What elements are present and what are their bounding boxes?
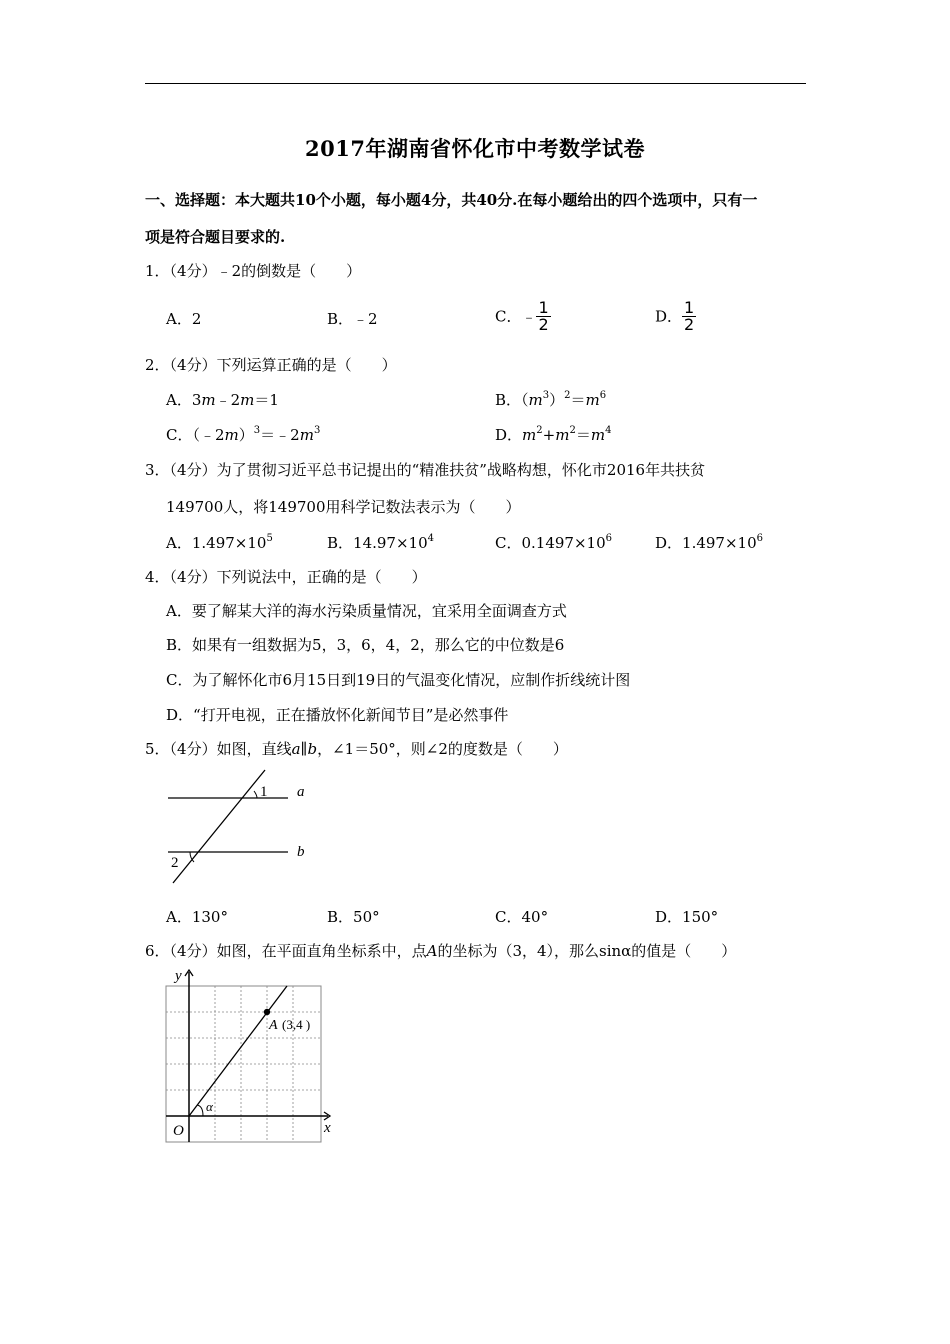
alpha-arc	[197, 1105, 203, 1116]
numerator: 1	[538, 298, 549, 317]
alpha-label: α	[206, 1099, 213, 1114]
question-1-option-a: A．2	[166, 310, 202, 328]
question-2-option-a: A．3m﹣2m＝1	[166, 391, 279, 409]
transversal	[173, 770, 265, 883]
question-6-stem: 6．（4分）如图，在平面直角坐标系中，点A的坐标为（3，4），那么sinα的值是（ ）	[145, 942, 737, 960]
question-5-option-a: A．130°	[166, 908, 228, 926]
point-a	[264, 1009, 270, 1015]
question-3-stem-line1: 3．（4分）为了贯彻习近平总书记提出的“精准扶贫”战略构想，怀化市2016年共扶贫	[145, 461, 706, 479]
question-3-option-d: D．$1.497\times 10^6$	[655, 533, 763, 552]
question-2-option-c: C．$(﹣2m)^3=﹣2m^3$	[166, 425, 321, 444]
question-3-option-a: A．$1.497\times 10^5$	[166, 533, 273, 552]
question-5-option-b: B．50°	[327, 908, 380, 926]
question-5-option-d: D．150°	[655, 908, 719, 926]
fraction	[682, 300, 696, 333]
angle-2-label: 2	[171, 855, 179, 871]
question-2-option-d: D．$m^2+m^2=m^4$	[495, 425, 612, 444]
numerator: 1	[684, 298, 695, 317]
question-1-option-c	[495, 300, 551, 333]
question-4-stem: 4．（4分）下列说法中，正确的是（ ）	[145, 568, 427, 586]
question-5-stem: 5．（4分）如图，直线a∥b，∠1＝50°，则∠2的度数是（ ）	[145, 740, 568, 758]
coordinate-grid-figure	[160, 962, 340, 1150]
question-2-stem: 2．（4分）下列运算正确的是（ ）	[145, 356, 397, 374]
question-3-option-b: B．$14.97\times 10^4$	[327, 533, 434, 552]
question-1-stem: 1．（4分）﹣2的倒数是（ ）	[145, 262, 362, 280]
line-a-label: a	[297, 784, 305, 800]
question-1-option-b: B．﹣2	[327, 310, 378, 328]
fraction	[536, 300, 550, 333]
point-a-coordinate: (3,4 )	[282, 1017, 311, 1032]
option-c-prefix: C．﹣	[495, 307, 537, 326]
point-a-label: A	[269, 1018, 278, 1033]
question-4-option-d: D．“打开电视，正在播放怀化新闻节目”是必然事件	[166, 706, 509, 724]
question-1-option-d	[655, 300, 696, 333]
question-3-stem-line2: 149700人，将149700用科学记数法表示为（ ）	[166, 498, 521, 516]
ray-oa	[189, 986, 287, 1116]
parallel-lines-figure	[160, 765, 330, 890]
section-instructions-line1: 一、选择题：本大题共10个小题，每小题4分，共40分.在每小题给出的四个选项中，只有一	[145, 191, 758, 209]
denominator: 2	[538, 315, 549, 334]
question-4-option-b: B．如果有一组数据为5，3，6，4，2，那么它的中位数是6	[166, 636, 565, 654]
question-4-option-c: C．为了解怀化市6月15日到19日的气温变化情况，应制作折线统计图	[166, 671, 631, 689]
angle-1-label: 1	[260, 784, 268, 800]
line-b-label: b	[297, 844, 305, 860]
y-axis-label: y	[175, 968, 182, 984]
question-3-option-c: C．$0.1497\times 10^6$	[495, 533, 612, 552]
question-5-option-c: C．40°	[495, 908, 549, 926]
x-axis-label: x	[324, 1120, 331, 1136]
section-instructions-line2: 项是符合题目要求的.	[145, 228, 286, 246]
angle-1-arc	[254, 791, 257, 798]
page-title: 2017年湖南省怀化市中考数学试卷	[305, 136, 645, 161]
question-2-option-b: B．$(m^3)^2=m^6$	[495, 390, 607, 409]
header-rule	[145, 83, 806, 84]
origin-label: O	[173, 1123, 184, 1139]
option-d-prefix: D．	[655, 307, 683, 326]
denominator: 2	[684, 315, 695, 334]
question-4-option-a: A．要了解某大洋的海水污染质量情况，宜采用全面调查方式	[166, 602, 567, 620]
